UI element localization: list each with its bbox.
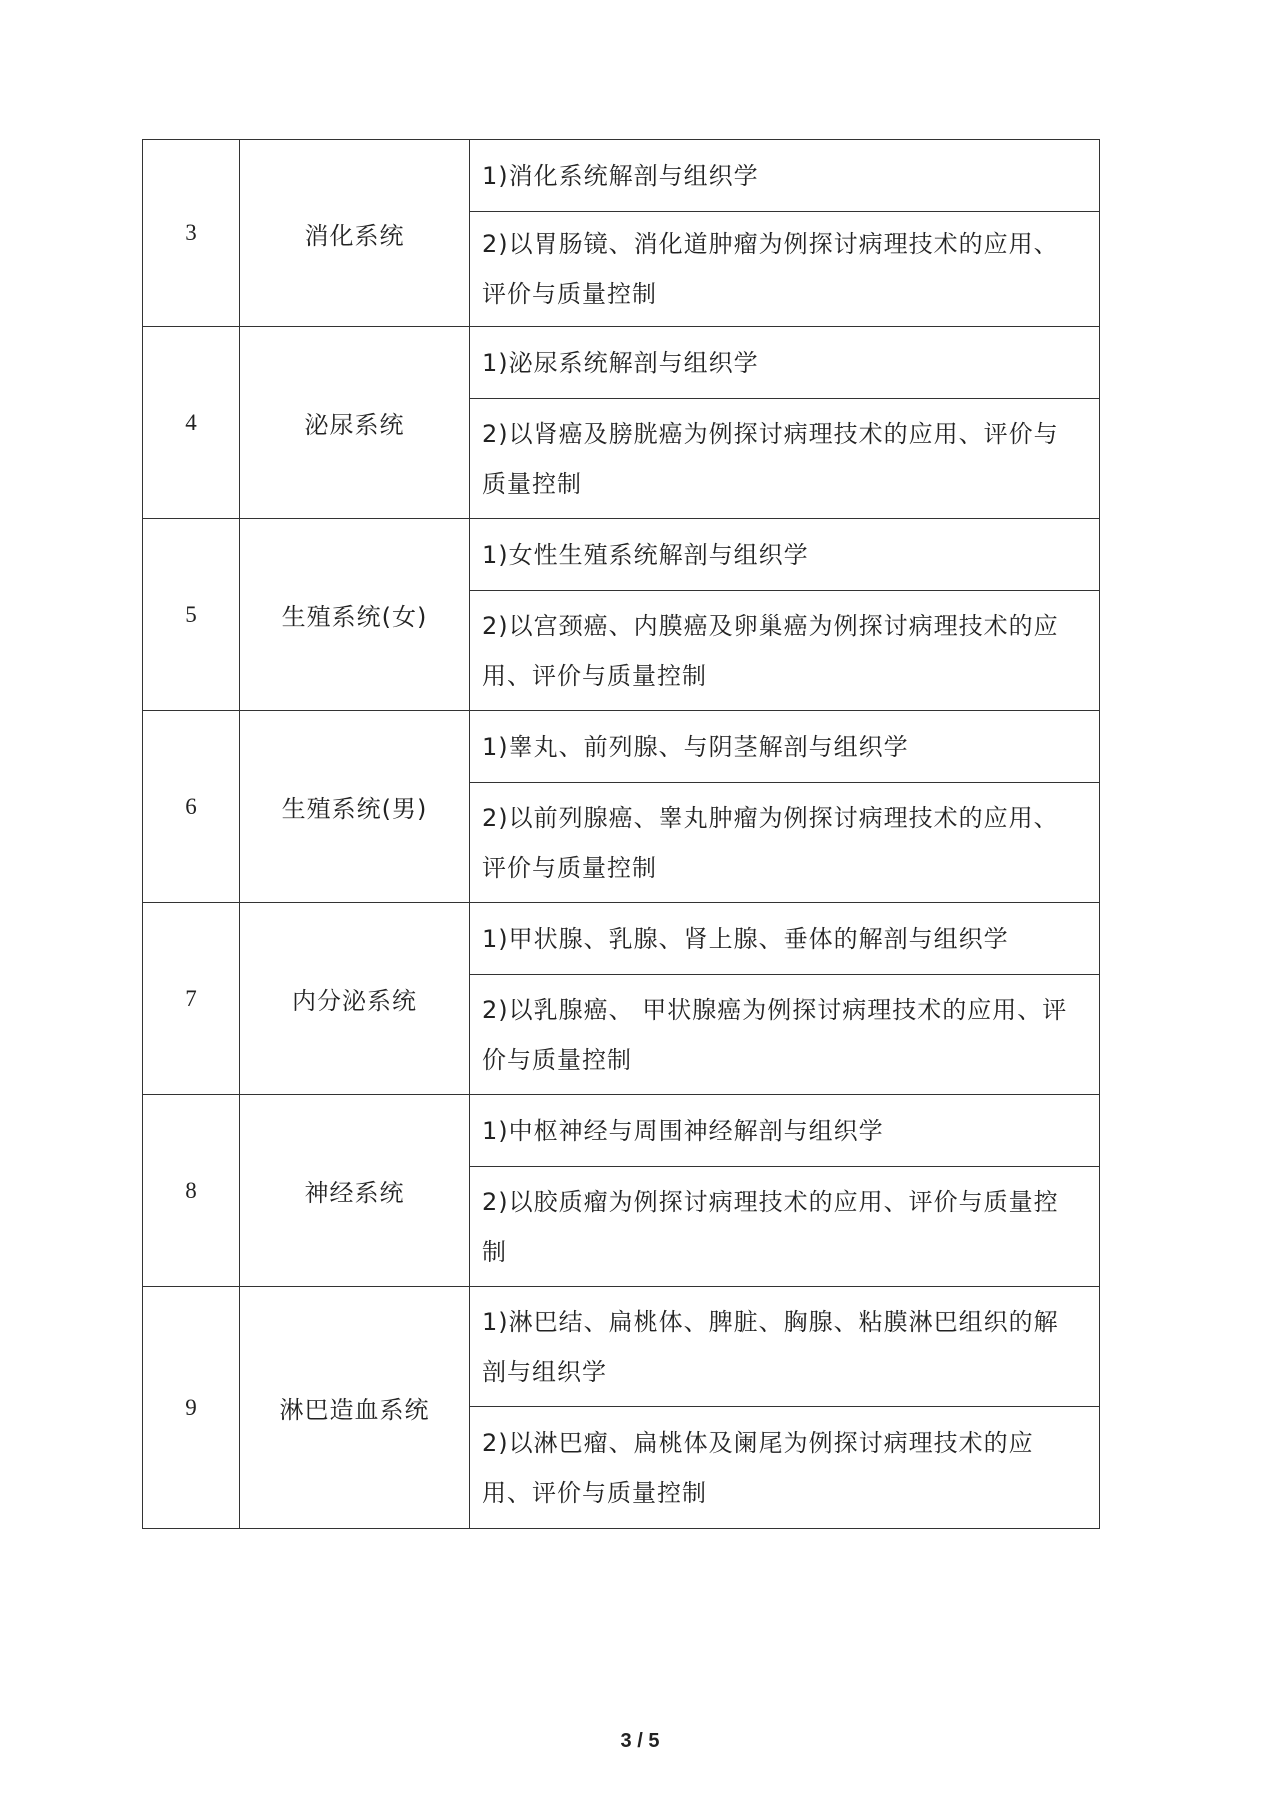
row-number: 5 xyxy=(143,519,240,711)
system-name: 淋巴造血系统 xyxy=(240,1287,470,1529)
row-number: 6 xyxy=(143,711,240,903)
topic-item: 2)以乳腺癌、 甲状腺癌为例探讨病理技术的应用、评价与质量控制 xyxy=(470,975,1100,1095)
table-row xyxy=(143,519,1100,591)
table-row xyxy=(143,1287,1100,1407)
page-number: 3 / 5 xyxy=(620,1730,660,1752)
system-name: 生殖系统(男) xyxy=(240,711,470,903)
topic-item: 2)以前列腺癌、睾丸肿瘤为例探讨病理技术的应用、评价与质量控制 xyxy=(470,783,1100,903)
system-name: 泌尿系统 xyxy=(240,327,470,519)
topic-item: 2)以胶质瘤为例探讨病理技术的应用、评价与质量控制 xyxy=(470,1167,1100,1287)
row-number: 9 xyxy=(143,1287,240,1529)
topic-item: 2)以胃肠镜、消化道肿瘤为例探讨病理技术的应用、评价与质量控制 xyxy=(470,212,1100,327)
topic-item: 1)淋巴结、扁桃体、脾脏、胸腺、粘膜淋巴组织的解剖与组织学 xyxy=(470,1287,1100,1407)
row-number: 4 xyxy=(143,327,240,519)
topic-item: 1)泌尿系统解剖与组织学 xyxy=(470,327,1100,399)
curriculum-table xyxy=(142,139,1100,1529)
topic-item: 1)睾丸、前列腺、与阴茎解剖与组织学 xyxy=(470,711,1100,783)
topic-item: 1)中枢神经与周围神经解剖与组织学 xyxy=(470,1095,1100,1167)
row-number: 8 xyxy=(143,1095,240,1287)
topic-item: 1)消化系统解剖与组织学 xyxy=(470,140,1100,212)
system-name: 消化系统 xyxy=(240,140,470,327)
topic-item: 2)以宫颈癌、内膜癌及卵巢癌为例探讨病理技术的应用、评价与质量控制 xyxy=(470,591,1100,711)
topic-item: 2)以淋巴瘤、扁桃体及阑尾为例探讨病理技术的应用、评价与质量控制 xyxy=(470,1407,1100,1529)
table-row xyxy=(143,140,1100,212)
system-name: 神经系统 xyxy=(240,1095,470,1287)
topic-item: 1)甲状腺、乳腺、肾上腺、垂体的解剖与组织学 xyxy=(470,903,1100,975)
table-row xyxy=(143,1095,1100,1167)
table-row xyxy=(143,903,1100,975)
row-number: 7 xyxy=(143,903,240,1095)
row-number: 3 xyxy=(143,140,240,327)
topic-item: 1)女性生殖系统解剖与组织学 xyxy=(470,519,1100,591)
system-name: 生殖系统(女) xyxy=(240,519,470,711)
system-name: 内分泌系统 xyxy=(240,903,470,1095)
table-row xyxy=(143,327,1100,399)
curriculum-table-body xyxy=(143,140,1100,1529)
table-row xyxy=(143,711,1100,783)
topic-item: 2)以肾癌及膀胱癌为例探讨病理技术的应用、评价与质量控制 xyxy=(470,399,1100,519)
